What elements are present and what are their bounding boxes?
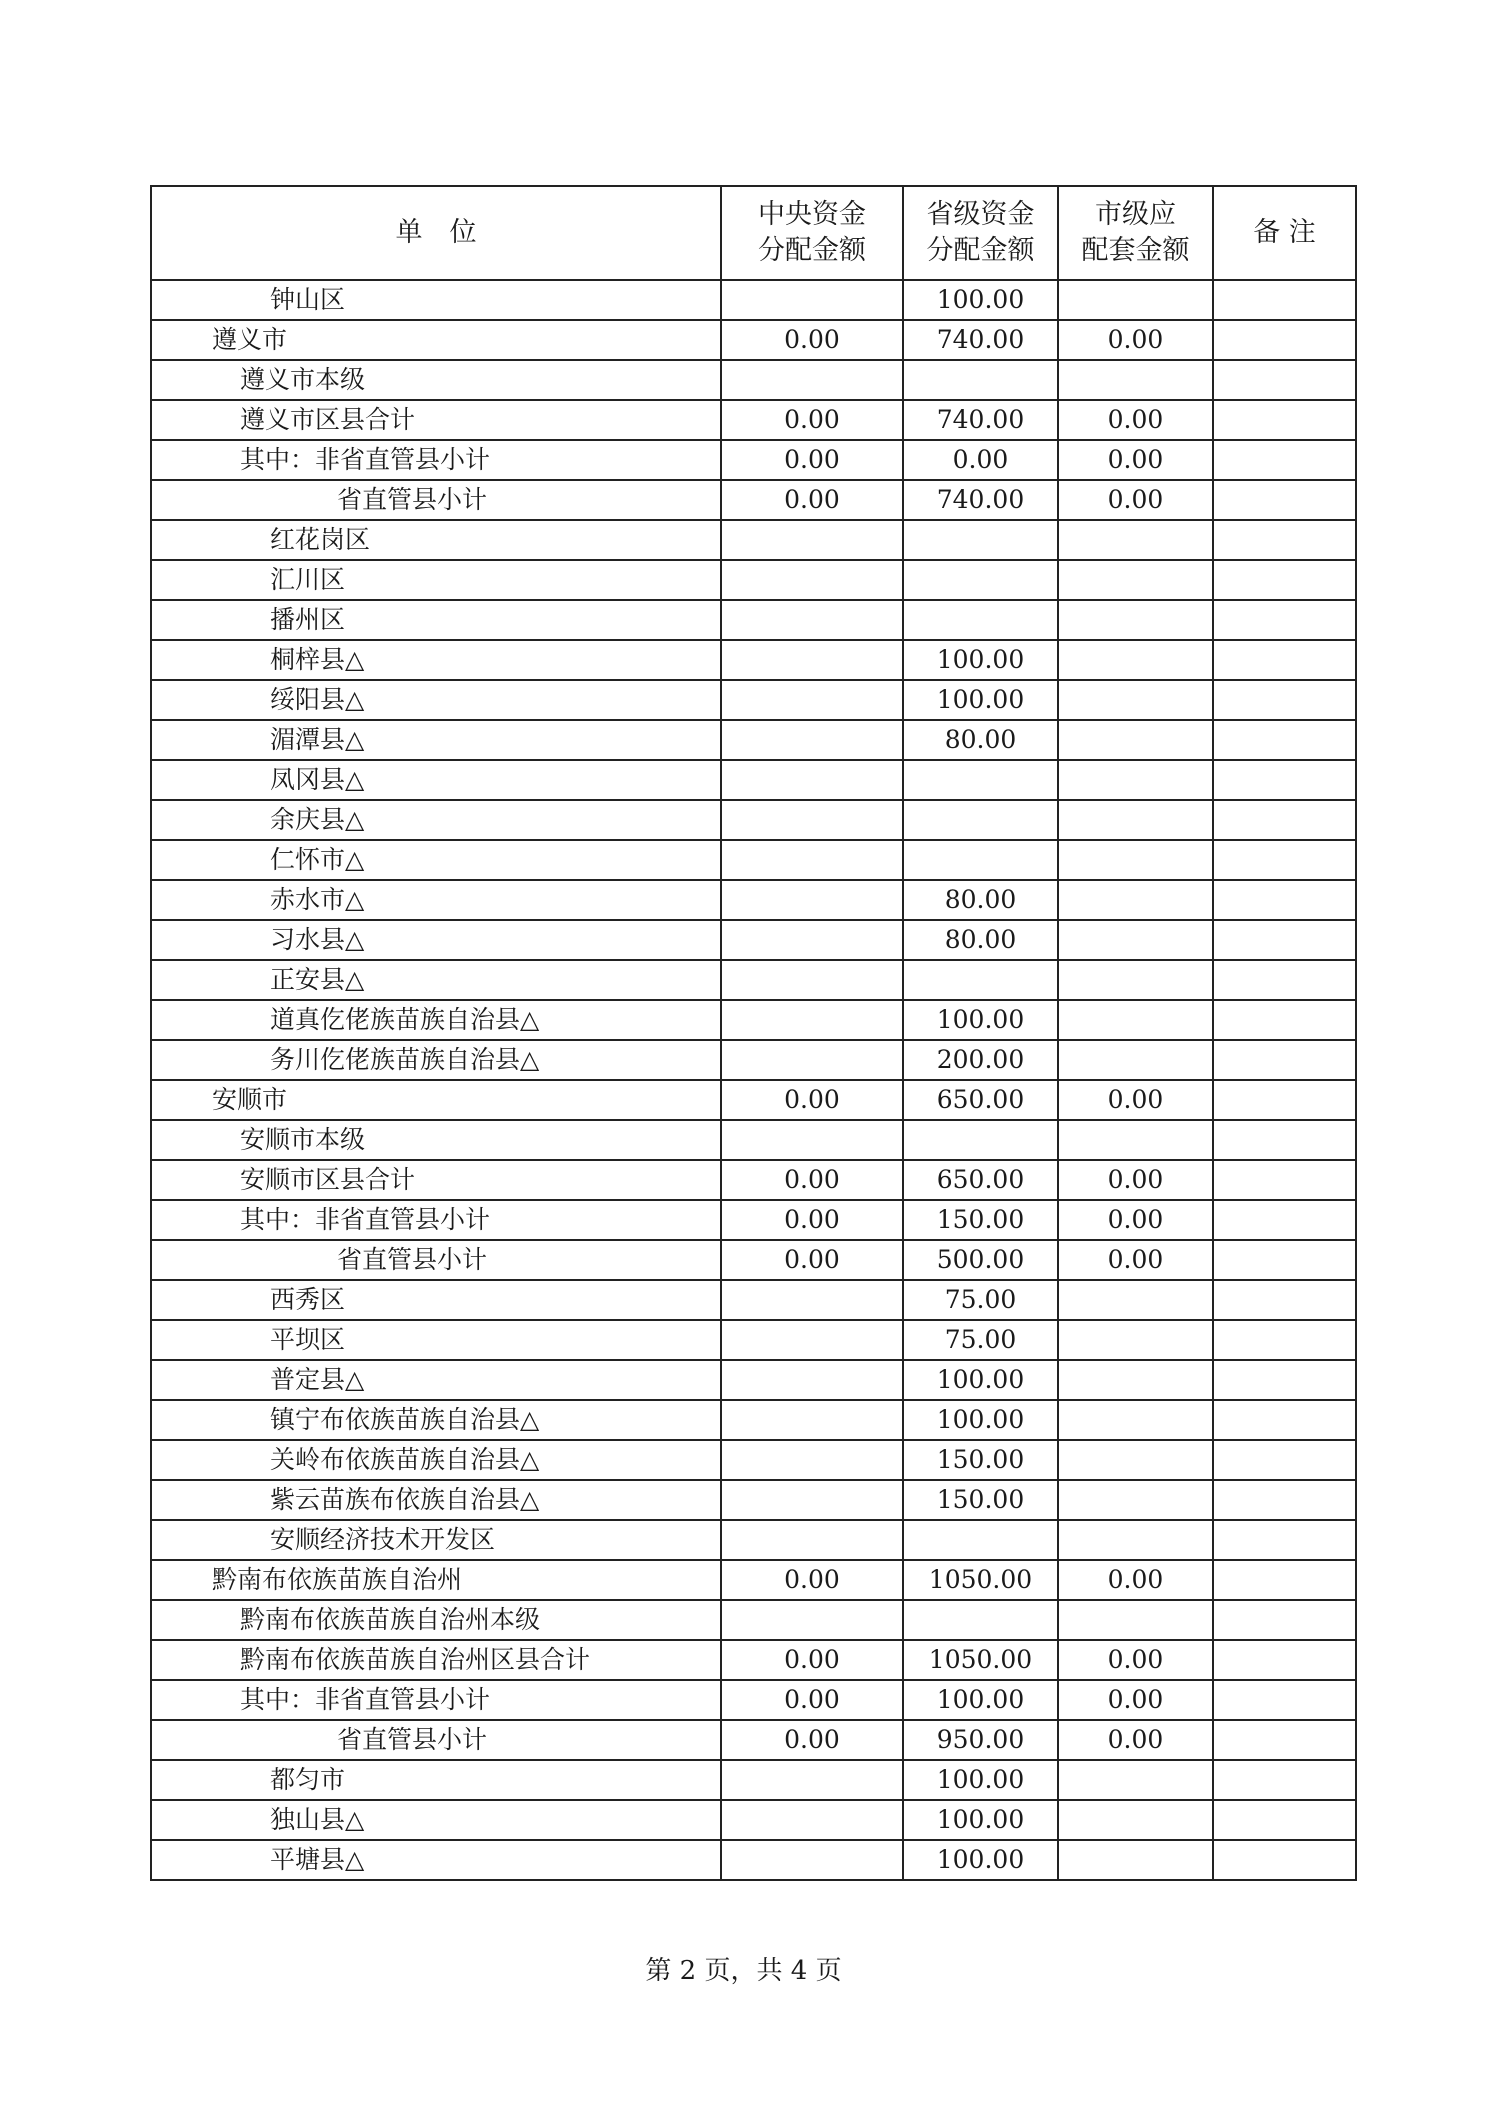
unit-cell: 黔南布依族苗族自治州 bbox=[151, 1560, 721, 1600]
allocation-table bbox=[150, 185, 1357, 1881]
provincial-funds-cell: 100.00 bbox=[903, 1680, 1058, 1720]
central-funds-cell bbox=[721, 360, 903, 400]
city-matching-cell: 0.00 bbox=[1058, 1680, 1213, 1720]
city-matching-cell bbox=[1058, 920, 1213, 960]
remark-cell bbox=[1213, 1520, 1356, 1560]
table-row bbox=[151, 880, 1356, 920]
unit-cell: 平塘县△ bbox=[151, 1840, 721, 1880]
remark-cell bbox=[1213, 1280, 1356, 1320]
provincial-funds-cell: 950.00 bbox=[903, 1720, 1058, 1760]
provincial-funds-cell: 75.00 bbox=[903, 1280, 1058, 1320]
central-funds-cell: 0.00 bbox=[721, 1560, 903, 1600]
remark-cell bbox=[1213, 600, 1356, 640]
unit-cell: 安顺市 bbox=[151, 1080, 721, 1120]
city-matching-cell: 0.00 bbox=[1058, 1720, 1213, 1760]
header-provincial-funds bbox=[903, 186, 1058, 280]
unit-cell: 其中：非省直管县小计 bbox=[151, 1200, 721, 1240]
unit-cell: 省直管县小计 bbox=[151, 1240, 721, 1280]
remark-cell bbox=[1213, 1320, 1356, 1360]
table-row bbox=[151, 1680, 1356, 1720]
page-number: 第 2 页，共 4 页 bbox=[645, 1956, 842, 1986]
unit-cell: 仁怀市△ bbox=[151, 840, 721, 880]
remark-cell bbox=[1213, 480, 1356, 520]
unit-cell: 正安县△ bbox=[151, 960, 721, 1000]
city-matching-cell bbox=[1058, 840, 1213, 880]
central-funds-cell: 0.00 bbox=[721, 400, 903, 440]
table-row bbox=[151, 1000, 1356, 1040]
central-funds-cell bbox=[721, 1120, 903, 1160]
table-body bbox=[151, 280, 1356, 1880]
provincial-funds-cell bbox=[903, 1600, 1058, 1640]
city-matching-cell bbox=[1058, 960, 1213, 1000]
table-row bbox=[151, 1120, 1356, 1160]
unit-cell: 务川仡佬族苗族自治县△ bbox=[151, 1040, 721, 1080]
table-row bbox=[151, 560, 1356, 600]
central-funds-cell: 0.00 bbox=[721, 1200, 903, 1240]
provincial-funds-cell: 100.00 bbox=[903, 1800, 1058, 1840]
table-row bbox=[151, 640, 1356, 680]
central-funds-cell bbox=[721, 760, 903, 800]
unit-cell: 西秀区 bbox=[151, 1280, 721, 1320]
table-row bbox=[151, 520, 1356, 560]
table-row bbox=[151, 1640, 1356, 1680]
city-matching-cell bbox=[1058, 1520, 1213, 1560]
provincial-funds-cell: 200.00 bbox=[903, 1040, 1058, 1080]
central-funds-cell bbox=[721, 680, 903, 720]
city-matching-cell: 0.00 bbox=[1058, 400, 1213, 440]
remark-cell bbox=[1213, 1600, 1356, 1640]
unit-cell: 都匀市 bbox=[151, 1760, 721, 1800]
unit-cell: 关岭布依族苗族自治县△ bbox=[151, 1440, 721, 1480]
central-funds-cell bbox=[721, 720, 903, 760]
central-funds-cell bbox=[721, 1840, 903, 1880]
city-matching-cell: 0.00 bbox=[1058, 320, 1213, 360]
table-row bbox=[151, 760, 1356, 800]
city-matching-cell bbox=[1058, 360, 1213, 400]
remark-cell bbox=[1213, 280, 1356, 320]
city-matching-cell bbox=[1058, 1800, 1213, 1840]
remark-cell bbox=[1213, 1480, 1356, 1520]
remark-cell bbox=[1213, 760, 1356, 800]
remark-cell bbox=[1213, 680, 1356, 720]
central-funds-cell bbox=[721, 1040, 903, 1080]
table-row bbox=[151, 680, 1356, 720]
central-funds-cell: 0.00 bbox=[721, 1720, 903, 1760]
remark-cell bbox=[1213, 1440, 1356, 1480]
table-row bbox=[151, 720, 1356, 760]
unit-cell: 平坝区 bbox=[151, 1320, 721, 1360]
central-funds-cell bbox=[721, 880, 903, 920]
table-row bbox=[151, 1800, 1356, 1840]
header-central-funds bbox=[721, 186, 903, 280]
unit-cell: 黔南布依族苗族自治州本级 bbox=[151, 1600, 721, 1640]
remark-cell bbox=[1213, 1040, 1356, 1080]
city-matching-cell bbox=[1058, 1440, 1213, 1480]
table-row bbox=[151, 280, 1356, 320]
table-row bbox=[151, 1760, 1356, 1800]
city-matching-cell: 0.00 bbox=[1058, 1160, 1213, 1200]
central-funds-cell bbox=[721, 1440, 903, 1480]
remark-cell bbox=[1213, 1080, 1356, 1120]
city-matching-cell bbox=[1058, 1600, 1213, 1640]
table-row bbox=[151, 1200, 1356, 1240]
city-matching-cell bbox=[1058, 1760, 1213, 1800]
provincial-funds-cell bbox=[903, 1520, 1058, 1560]
remark-cell bbox=[1213, 440, 1356, 480]
provincial-funds-cell: 80.00 bbox=[903, 920, 1058, 960]
remark-cell bbox=[1213, 1640, 1356, 1680]
table-row bbox=[151, 920, 1356, 960]
city-matching-cell: 0.00 bbox=[1058, 440, 1213, 480]
unit-cell: 习水县△ bbox=[151, 920, 721, 960]
table-row bbox=[151, 320, 1356, 360]
provincial-funds-cell: 1050.00 bbox=[903, 1640, 1058, 1680]
unit-cell: 桐梓县△ bbox=[151, 640, 721, 680]
city-matching-cell bbox=[1058, 1320, 1213, 1360]
table-row bbox=[151, 1160, 1356, 1200]
provincial-funds-cell: 0.00 bbox=[903, 440, 1058, 480]
city-matching-cell bbox=[1058, 640, 1213, 680]
remark-cell bbox=[1213, 920, 1356, 960]
table-row bbox=[151, 1040, 1356, 1080]
table-row bbox=[151, 1280, 1356, 1320]
remark-cell bbox=[1213, 1000, 1356, 1040]
remark-cell bbox=[1213, 400, 1356, 440]
provincial-funds-cell: 75.00 bbox=[903, 1320, 1058, 1360]
remark-cell bbox=[1213, 1120, 1356, 1160]
remark-cell bbox=[1213, 360, 1356, 400]
city-matching-cell: 0.00 bbox=[1058, 1200, 1213, 1240]
central-funds-cell bbox=[721, 1480, 903, 1520]
provincial-funds-cell: 100.00 bbox=[903, 680, 1058, 720]
central-funds-cell: 0.00 bbox=[721, 320, 903, 360]
central-funds-cell bbox=[721, 840, 903, 880]
table-header-row bbox=[151, 186, 1356, 280]
provincial-funds-cell: 150.00 bbox=[903, 1480, 1058, 1520]
unit-cell: 其中：非省直管县小计 bbox=[151, 440, 721, 480]
table-row bbox=[151, 1560, 1356, 1600]
unit-cell: 汇川区 bbox=[151, 560, 721, 600]
city-matching-cell bbox=[1058, 1400, 1213, 1440]
header-central-line1: 中央资金 bbox=[758, 199, 866, 230]
provincial-funds-cell: 740.00 bbox=[903, 400, 1058, 440]
provincial-funds-cell bbox=[903, 1120, 1058, 1160]
provincial-funds-cell bbox=[903, 600, 1058, 640]
table-row bbox=[151, 1400, 1356, 1440]
remark-cell bbox=[1213, 1720, 1356, 1760]
header-city-line2: 配套金额 bbox=[1081, 235, 1190, 266]
unit-cell: 钟山区 bbox=[151, 280, 721, 320]
unit-cell: 安顺市本级 bbox=[151, 1120, 721, 1160]
unit-cell: 余庆县△ bbox=[151, 800, 721, 840]
city-matching-cell: 0.00 bbox=[1058, 1640, 1213, 1680]
central-funds-cell bbox=[721, 640, 903, 680]
unit-cell: 湄潭县△ bbox=[151, 720, 721, 760]
table-row bbox=[151, 960, 1356, 1000]
city-matching-cell bbox=[1058, 720, 1213, 760]
remark-cell bbox=[1213, 320, 1356, 360]
table-row bbox=[151, 400, 1356, 440]
city-matching-cell bbox=[1058, 800, 1213, 840]
provincial-funds-cell: 100.00 bbox=[903, 1360, 1058, 1400]
central-funds-cell bbox=[721, 960, 903, 1000]
remark-cell bbox=[1213, 1160, 1356, 1200]
city-matching-cell bbox=[1058, 1840, 1213, 1880]
central-funds-cell bbox=[721, 280, 903, 320]
unit-cell: 红花岗区 bbox=[151, 520, 721, 560]
provincial-funds-cell bbox=[903, 800, 1058, 840]
provincial-funds-cell bbox=[903, 760, 1058, 800]
city-matching-cell: 0.00 bbox=[1058, 1240, 1213, 1280]
unit-cell: 其中：非省直管县小计 bbox=[151, 1680, 721, 1720]
central-funds-cell bbox=[721, 1400, 903, 1440]
city-matching-cell bbox=[1058, 560, 1213, 600]
header-unit: 单 位 bbox=[151, 186, 721, 280]
unit-cell: 凤冈县△ bbox=[151, 760, 721, 800]
table-row bbox=[151, 1320, 1356, 1360]
header-remark: 备 注 bbox=[1213, 186, 1356, 280]
remark-cell bbox=[1213, 960, 1356, 1000]
provincial-funds-cell: 150.00 bbox=[903, 1440, 1058, 1480]
central-funds-cell bbox=[721, 1320, 903, 1360]
unit-cell: 赤水市△ bbox=[151, 880, 721, 920]
city-matching-cell bbox=[1058, 680, 1213, 720]
provincial-funds-cell: 100.00 bbox=[903, 1760, 1058, 1800]
header-provincial-line1: 省级资金 bbox=[926, 199, 1035, 230]
remark-cell bbox=[1213, 1800, 1356, 1840]
table-row bbox=[151, 440, 1356, 480]
central-funds-cell bbox=[721, 1280, 903, 1320]
central-funds-cell bbox=[721, 560, 903, 600]
remark-cell bbox=[1213, 840, 1356, 880]
remark-cell bbox=[1213, 640, 1356, 680]
provincial-funds-cell: 740.00 bbox=[903, 480, 1058, 520]
table-row bbox=[151, 1520, 1356, 1560]
provincial-funds-cell bbox=[903, 560, 1058, 600]
provincial-funds-cell: 650.00 bbox=[903, 1080, 1058, 1120]
city-matching-cell bbox=[1058, 600, 1213, 640]
central-funds-cell bbox=[721, 1600, 903, 1640]
remark-cell bbox=[1213, 1840, 1356, 1880]
city-matching-cell bbox=[1058, 880, 1213, 920]
provincial-funds-cell: 150.00 bbox=[903, 1200, 1058, 1240]
central-funds-cell: 0.00 bbox=[721, 1160, 903, 1200]
table-row bbox=[151, 1480, 1356, 1520]
unit-cell: 镇宁布依族苗族自治县△ bbox=[151, 1400, 721, 1440]
remark-cell bbox=[1213, 1760, 1356, 1800]
city-matching-cell bbox=[1058, 1480, 1213, 1520]
central-funds-cell bbox=[721, 800, 903, 840]
city-matching-cell bbox=[1058, 1280, 1213, 1320]
unit-cell: 独山县△ bbox=[151, 1800, 721, 1840]
remark-cell bbox=[1213, 800, 1356, 840]
provincial-funds-cell: 500.00 bbox=[903, 1240, 1058, 1280]
unit-cell: 紫云苗族布依族自治县△ bbox=[151, 1480, 721, 1520]
provincial-funds-cell bbox=[903, 960, 1058, 1000]
provincial-funds-cell bbox=[903, 520, 1058, 560]
remark-cell bbox=[1213, 880, 1356, 920]
city-matching-cell bbox=[1058, 1000, 1213, 1040]
table-row bbox=[151, 480, 1356, 520]
city-matching-cell bbox=[1058, 760, 1213, 800]
header-city-line1: 市级应 bbox=[1095, 199, 1176, 230]
central-funds-cell bbox=[721, 1520, 903, 1560]
table-row bbox=[151, 1240, 1356, 1280]
central-funds-cell bbox=[721, 920, 903, 960]
header-provincial-line2: 分配金额 bbox=[926, 235, 1035, 266]
header-city-matching bbox=[1058, 186, 1213, 280]
unit-cell: 省直管县小计 bbox=[151, 480, 721, 520]
city-matching-cell bbox=[1058, 1360, 1213, 1400]
central-funds-cell: 0.00 bbox=[721, 1240, 903, 1280]
unit-cell: 遵义市 bbox=[151, 320, 721, 360]
remark-cell bbox=[1213, 1200, 1356, 1240]
city-matching-cell: 0.00 bbox=[1058, 480, 1213, 520]
remark-cell bbox=[1213, 1240, 1356, 1280]
table-row bbox=[151, 1360, 1356, 1400]
table-row bbox=[151, 800, 1356, 840]
table-row bbox=[151, 360, 1356, 400]
unit-cell: 遵义市区县合计 bbox=[151, 400, 721, 440]
city-matching-cell bbox=[1058, 1040, 1213, 1080]
unit-cell: 道真仡佬族苗族自治县△ bbox=[151, 1000, 721, 1040]
unit-cell: 黔南布依族苗族自治州区县合计 bbox=[151, 1640, 721, 1680]
table-row bbox=[151, 1720, 1356, 1760]
remark-cell bbox=[1213, 720, 1356, 760]
provincial-funds-cell bbox=[903, 840, 1058, 880]
table-row bbox=[151, 1080, 1356, 1120]
central-funds-cell bbox=[721, 1760, 903, 1800]
provincial-funds-cell: 80.00 bbox=[903, 880, 1058, 920]
provincial-funds-cell: 80.00 bbox=[903, 720, 1058, 760]
provincial-funds-cell: 100.00 bbox=[903, 280, 1058, 320]
table-row bbox=[151, 600, 1356, 640]
central-funds-cell: 0.00 bbox=[721, 480, 903, 520]
provincial-funds-cell: 100.00 bbox=[903, 1000, 1058, 1040]
table-row bbox=[151, 1600, 1356, 1640]
central-funds-cell bbox=[721, 1800, 903, 1840]
header-central-line2: 分配金额 bbox=[758, 235, 866, 266]
unit-cell: 播州区 bbox=[151, 600, 721, 640]
city-matching-cell bbox=[1058, 280, 1213, 320]
remark-cell bbox=[1213, 1360, 1356, 1400]
provincial-funds-cell: 100.00 bbox=[903, 1840, 1058, 1880]
remark-cell bbox=[1213, 520, 1356, 560]
provincial-funds-cell bbox=[903, 360, 1058, 400]
city-matching-cell bbox=[1058, 520, 1213, 560]
central-funds-cell: 0.00 bbox=[721, 1680, 903, 1720]
central-funds-cell bbox=[721, 600, 903, 640]
unit-cell: 绥阳县△ bbox=[151, 680, 721, 720]
city-matching-cell: 0.00 bbox=[1058, 1080, 1213, 1120]
remark-cell bbox=[1213, 1680, 1356, 1720]
provincial-funds-cell: 100.00 bbox=[903, 640, 1058, 680]
unit-cell: 安顺经济技术开发区 bbox=[151, 1520, 721, 1560]
unit-cell: 安顺市区县合计 bbox=[151, 1160, 721, 1200]
table-row bbox=[151, 840, 1356, 880]
city-matching-cell bbox=[1058, 1120, 1213, 1160]
unit-cell: 省直管县小计 bbox=[151, 1720, 721, 1760]
central-funds-cell: 0.00 bbox=[721, 1640, 903, 1680]
provincial-funds-cell: 740.00 bbox=[903, 320, 1058, 360]
remark-cell bbox=[1213, 1400, 1356, 1440]
remark-cell bbox=[1213, 560, 1356, 600]
provincial-funds-cell: 650.00 bbox=[903, 1160, 1058, 1200]
unit-cell: 普定县△ bbox=[151, 1360, 721, 1400]
provincial-funds-cell: 100.00 bbox=[903, 1400, 1058, 1440]
remark-cell bbox=[1213, 1560, 1356, 1600]
table-row bbox=[151, 1840, 1356, 1880]
central-funds-cell: 0.00 bbox=[721, 440, 903, 480]
unit-cell: 遵义市本级 bbox=[151, 360, 721, 400]
central-funds-cell bbox=[721, 520, 903, 560]
central-funds-cell: 0.00 bbox=[721, 1080, 903, 1120]
table-row bbox=[151, 1440, 1356, 1480]
central-funds-cell bbox=[721, 1360, 903, 1400]
provincial-funds-cell: 1050.00 bbox=[903, 1560, 1058, 1600]
central-funds-cell bbox=[721, 1000, 903, 1040]
city-matching-cell: 0.00 bbox=[1058, 1560, 1213, 1600]
